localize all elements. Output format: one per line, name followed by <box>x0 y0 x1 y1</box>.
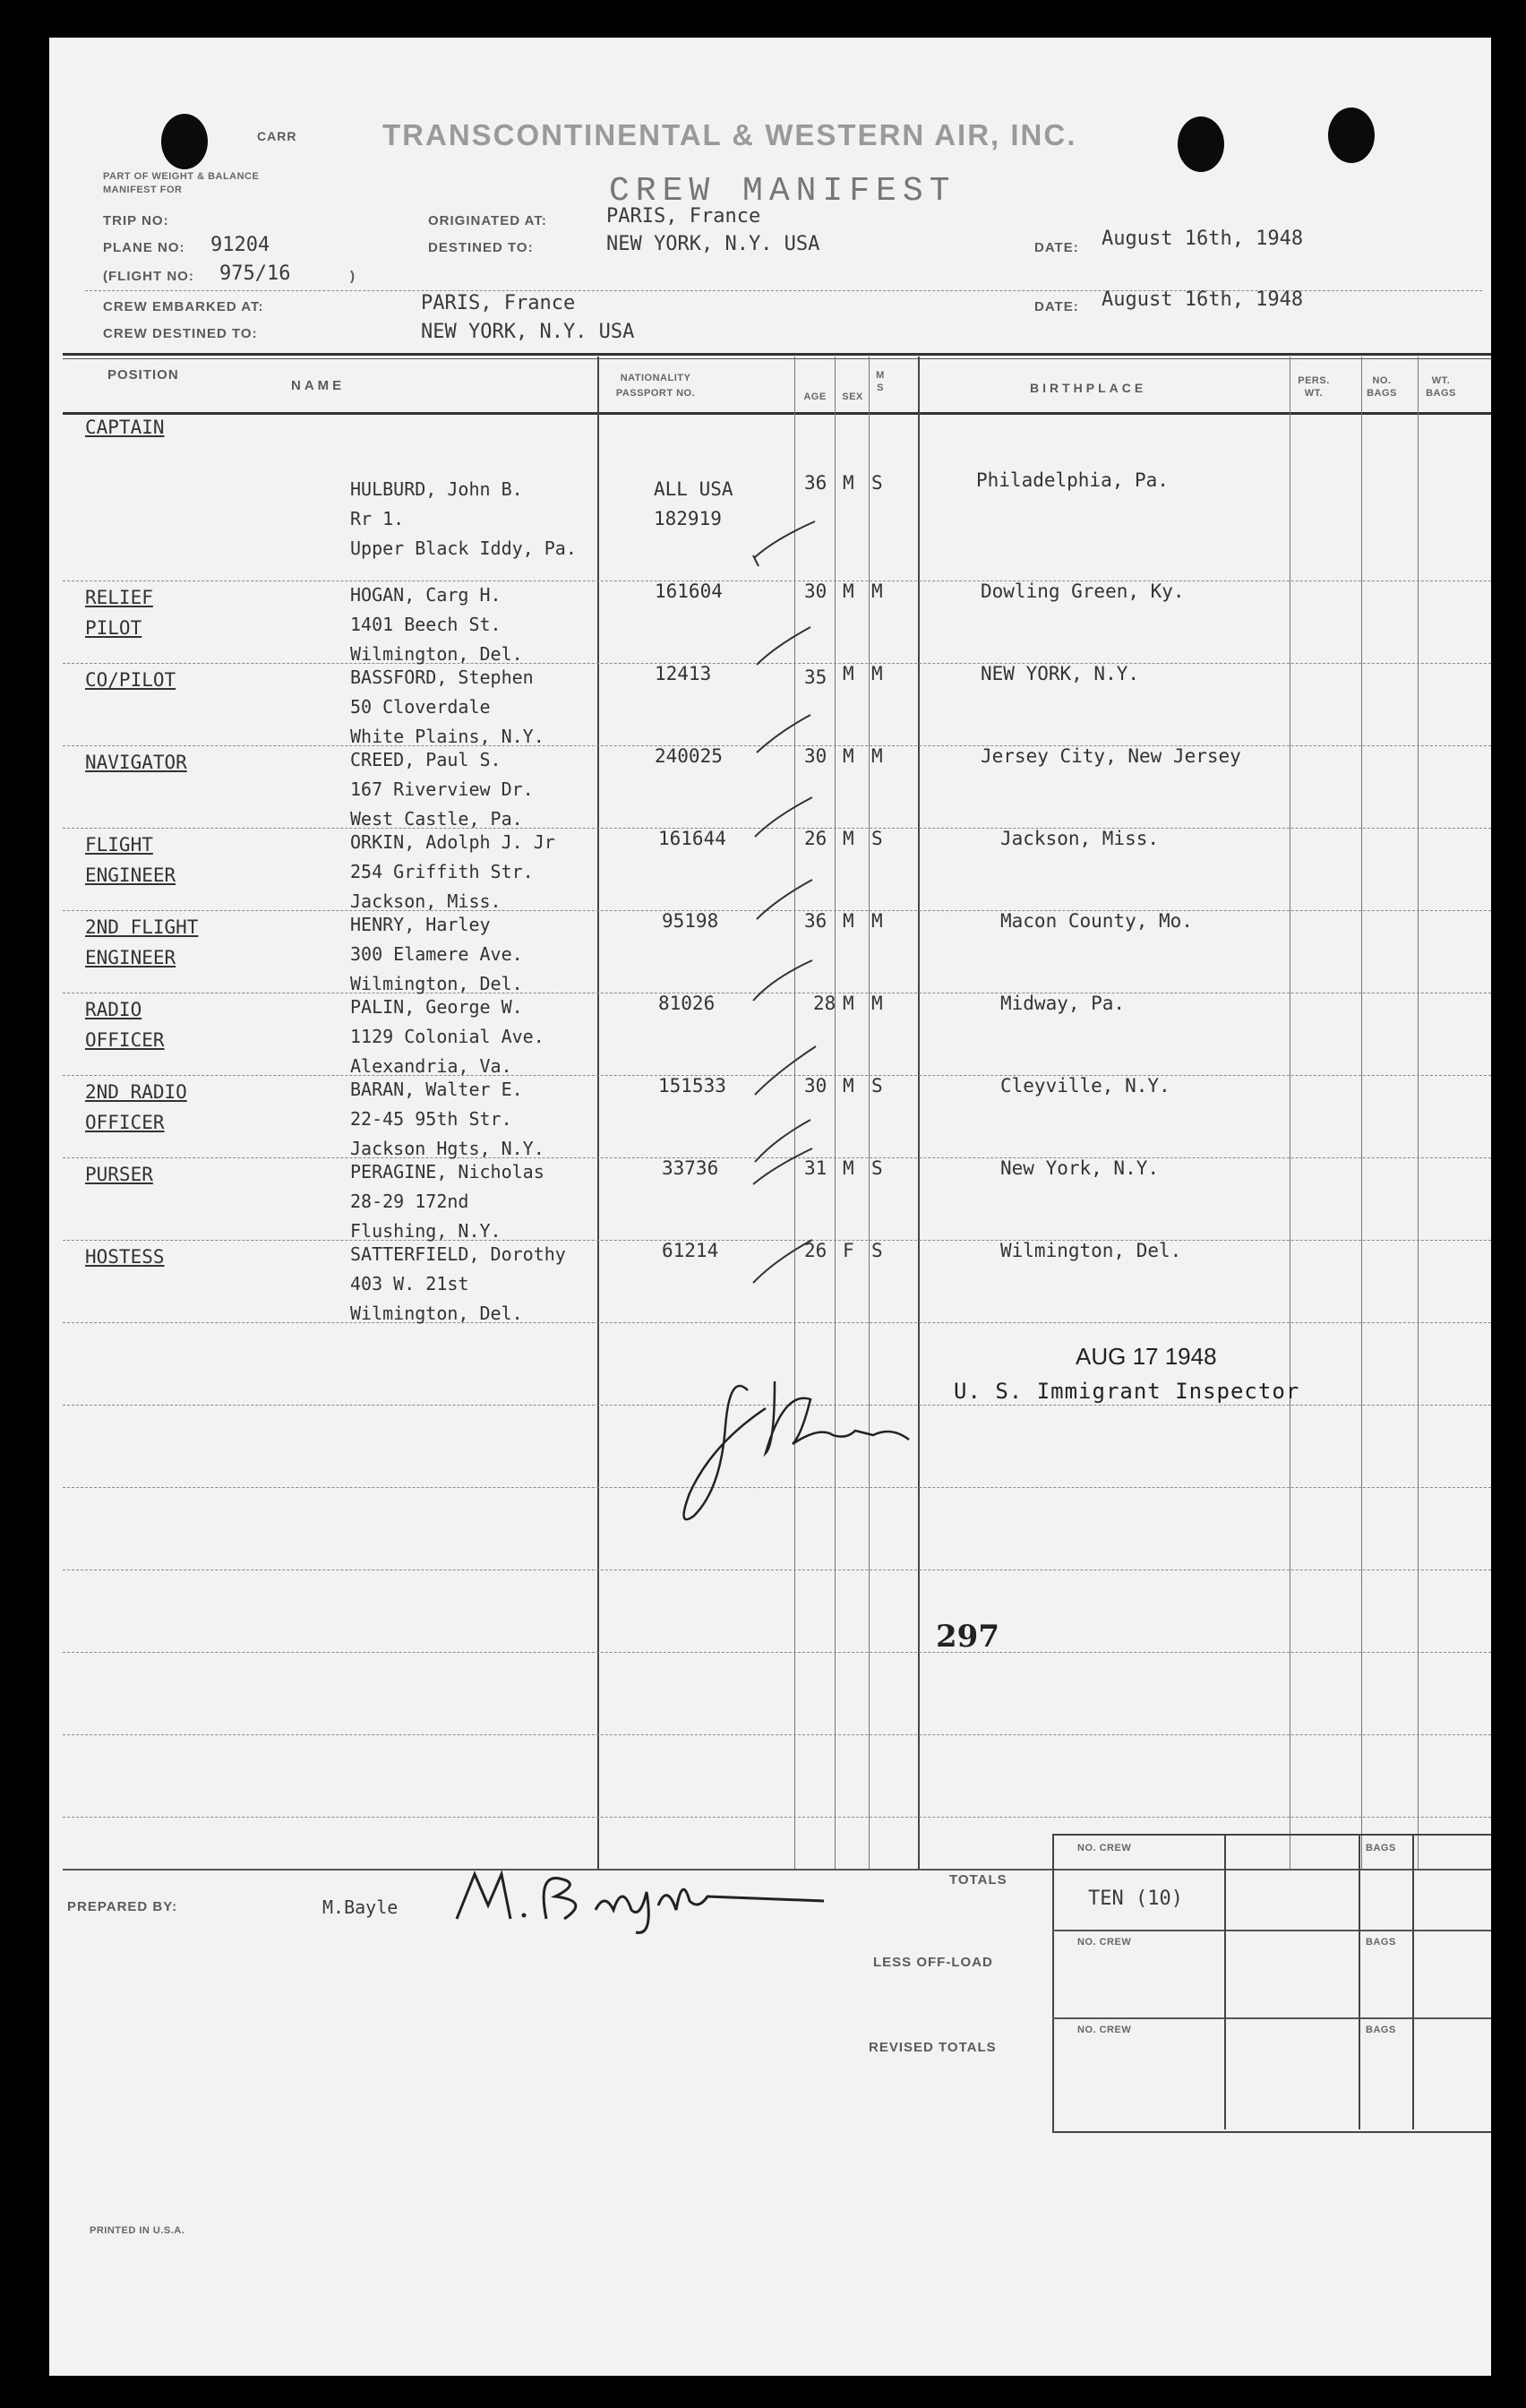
bags-label: BAGS <box>1366 1937 1396 1948</box>
punch-hole-right <box>1328 108 1375 163</box>
date2-label: DATE: <box>1034 299 1079 314</box>
crew-passport: 61214 <box>662 1240 719 1261</box>
crew-sex: M <box>843 828 854 849</box>
prepared-by-label: PREPARED BY: <box>67 1899 178 1914</box>
crew-sex: M <box>843 745 854 767</box>
crew-age: 28 <box>813 993 836 1014</box>
crew-ms: M <box>871 580 883 602</box>
crew-name: BARAN, Walter E. 22-45 95th Str. Jackson Hgts, N.Y. <box>350 1079 544 1159</box>
crew-birthplace: Jackson, Miss. <box>1000 828 1160 849</box>
crew-ms: S <box>871 1157 883 1179</box>
crew-passport: 151533 <box>658 1075 726 1096</box>
crew-destined-label: CREW DESTINED TO: <box>103 326 258 341</box>
manifest-page <box>49 38 1491 2376</box>
date2-value: August 16th, 1948 <box>1102 288 1304 311</box>
originated-value: PARIS, France <box>606 205 761 228</box>
stamp-title: U. S. Immigrant Inspector <box>954 1379 1300 1404</box>
punch-hole-left <box>161 114 208 169</box>
crew-position: CAPTAIN <box>85 417 165 438</box>
crew-sex: M <box>843 580 854 602</box>
crew-birthplace: Philadelphia, Pa. <box>976 469 1169 491</box>
bags-label: BAGS <box>1366 1843 1396 1853</box>
crew-age: 31 <box>804 1157 827 1179</box>
crew-age: 30 <box>804 745 827 767</box>
revised-totals-label: REVISED TOTALS <box>869 2040 997 2055</box>
crew-ms: M <box>871 745 883 767</box>
crew-passport: 240025 <box>655 745 723 767</box>
crew-ms: M <box>871 910 883 932</box>
col-pers-wt: PERS. WT. <box>1298 375 1330 399</box>
col-position: POSITION <box>107 367 179 383</box>
crew-position: NAVIGATOR <box>85 752 187 773</box>
crew-position: RADIO OFFICER <box>85 999 165 1051</box>
check-marks <box>748 503 855 1328</box>
crew-position: CO/PILOT <box>85 669 176 691</box>
flight-no-close: ) <box>350 269 356 284</box>
destined-label: DESTINED TO: <box>428 240 534 255</box>
crew-birthplace: Dowling Green, Ky. <box>981 580 1185 602</box>
crew-name: HOGAN, Carg H. 1401 Beech St. Wilmington, Del. <box>350 584 523 665</box>
crew-passport: 81026 <box>658 993 716 1014</box>
crew-ms: M <box>871 993 883 1014</box>
col-ms: M S <box>876 370 885 393</box>
totals-box <box>1052 1834 1491 2133</box>
crew-position: PURSER <box>85 1164 153 1185</box>
flight-no-label: (FLIGHT NO: <box>103 269 194 284</box>
crew-sex: M <box>843 472 854 494</box>
crew-name: HENRY, Harley 300 Elamere Ave. Wilmington, Del. <box>350 914 523 994</box>
col-wt-bags: WT. BAGS <box>1426 375 1456 399</box>
crew-passport: 33736 <box>662 1157 719 1179</box>
totals-label: TOTALS <box>949 1872 1007 1888</box>
crew-ms: M <box>871 663 883 684</box>
company-name: TRANSCONTINENTAL & WESTERN AIR, INC. <box>382 118 1077 151</box>
crew-age: 26 <box>804 828 827 849</box>
crew-name: PALIN, George W. 1129 Colonial Ave. Alexandria, Va. <box>350 996 544 1077</box>
col-no-bags: NO. BAGS <box>1367 375 1397 399</box>
crew-ms: S <box>871 472 883 494</box>
crew-name: PERAGINE, Nicholas 28-29 172nd Flushing, N.Y. <box>350 1161 544 1242</box>
crew-sex: F <box>843 1240 854 1261</box>
crew-passport: 161604 <box>655 580 723 602</box>
carrier-label: CARR <box>257 129 297 143</box>
crew-passport: 95198 <box>662 910 719 932</box>
crew-position: 2ND FLIGHT ENGINEER <box>85 916 199 968</box>
crew-passport: ALL USA 182919 <box>654 478 733 529</box>
crew-ms: S <box>871 1075 883 1096</box>
printed-label: PRINTED IN U.S.A. <box>90 2225 185 2236</box>
crew-ms: S <box>871 1240 883 1261</box>
plane-no-label: PLANE NO: <box>103 240 185 255</box>
crew-birthplace: NEW YORK, N.Y. <box>981 663 1140 684</box>
bags-label: BAGS <box>1366 2025 1396 2035</box>
crew-birthplace: New York, N.Y. <box>1000 1157 1160 1179</box>
crew-name: SATTERFIELD, Dorothy 403 W. 21st Wilmington, Del. <box>350 1243 566 1324</box>
crew-position: RELIEF PILOT <box>85 587 153 639</box>
crew-age: 36 <box>804 472 827 494</box>
crew-embarked-value: PARIS, France <box>421 292 576 314</box>
crew-age: 26 <box>804 1240 827 1261</box>
crew-birthplace: Cleyville, N.Y. <box>1000 1075 1170 1096</box>
crew-ms: S <box>871 828 883 849</box>
crew-birthplace: Macon County, Mo. <box>1000 910 1193 932</box>
crew-age: 30 <box>804 580 827 602</box>
stamp-date: AUG 17 1948 <box>1076 1343 1217 1370</box>
col-birthplace: BIRTHPLACE <box>1030 381 1147 395</box>
crew-age: 30 <box>804 1075 827 1096</box>
crew-sex: M <box>843 1157 854 1179</box>
crew-destined-value: NEW YORK, N.Y. USA <box>421 321 635 343</box>
col-sex: SEX <box>842 391 863 402</box>
col-nationality: NATIONALITY PASSPORT NO. <box>615 373 696 399</box>
crew-passport: 12413 <box>655 663 712 684</box>
no-crew-label: NO. CREW <box>1077 1937 1132 1948</box>
crew-name: BASSFORD, Stephen 50 Cloverdale White Plains, N.Y. <box>350 666 544 747</box>
crew-name: HULBURD, John B. Rr 1. Upper Black Iddy, Pa. <box>350 478 577 559</box>
date-value: August 16th, 1948 <box>1102 228 1304 250</box>
crew-sex: M <box>843 1075 854 1096</box>
col-name: NAME <box>291 378 346 393</box>
manifest-title: CREW MANIFEST <box>609 172 956 211</box>
crew-age: 36 <box>804 910 827 932</box>
col-age: AGE <box>803 391 827 402</box>
prepared-by-typed: M.Bayle <box>322 1896 399 1918</box>
plane-no-value: 91204 <box>210 234 270 256</box>
preparer-signature <box>448 1856 842 1937</box>
no-crew-label: NO. CREW <box>1077 1843 1132 1853</box>
crew-sex: M <box>843 663 854 684</box>
no-crew-label: NO. CREW <box>1077 2025 1132 2035</box>
date-label: DATE: <box>1034 240 1079 255</box>
crew-name: CREED, Paul S. 167 Riverview Dr. West Castle, Pa. <box>350 749 534 830</box>
crew-age: 35 <box>804 666 827 688</box>
crew-embarked-label: CREW EMBARKED AT: <box>103 299 264 314</box>
crew-birthplace: Wilmington, Del. <box>1000 1240 1182 1261</box>
inspector-signature <box>640 1337 963 1552</box>
totals-value: TEN (10) <box>1088 1888 1183 1910</box>
crew-position: HOSTESS <box>85 1246 165 1268</box>
crew-sex: M <box>843 910 854 932</box>
crew-position: 2ND RADIO OFFICER <box>85 1081 187 1133</box>
crew-passport: 161644 <box>658 828 726 849</box>
punch-hole-middle <box>1178 116 1224 172</box>
page-number: 297 <box>936 1619 999 1655</box>
destined-value: NEW YORK, N.Y. USA <box>606 233 820 255</box>
flight-no-value: 975/16 <box>219 262 291 285</box>
originated-label: ORIGINATED AT: <box>428 213 547 228</box>
crew-position: FLIGHT ENGINEER <box>85 834 176 886</box>
crew-sex: M <box>843 993 854 1014</box>
trip-no-label: TRIP NO: <box>103 213 169 228</box>
part-of-label: PART OF WEIGHT & BALANCE MANIFEST FOR <box>103 171 260 195</box>
crew-birthplace: Jersey City, New Jersey <box>981 745 1241 767</box>
crew-name: ORKIN, Adolph J. Jr 254 Griffith Str. Jackson, Miss. <box>350 831 555 912</box>
less-offload-label: LESS OFF-LOAD <box>873 1955 993 1970</box>
crew-birthplace: Midway, Pa. <box>1000 993 1126 1014</box>
